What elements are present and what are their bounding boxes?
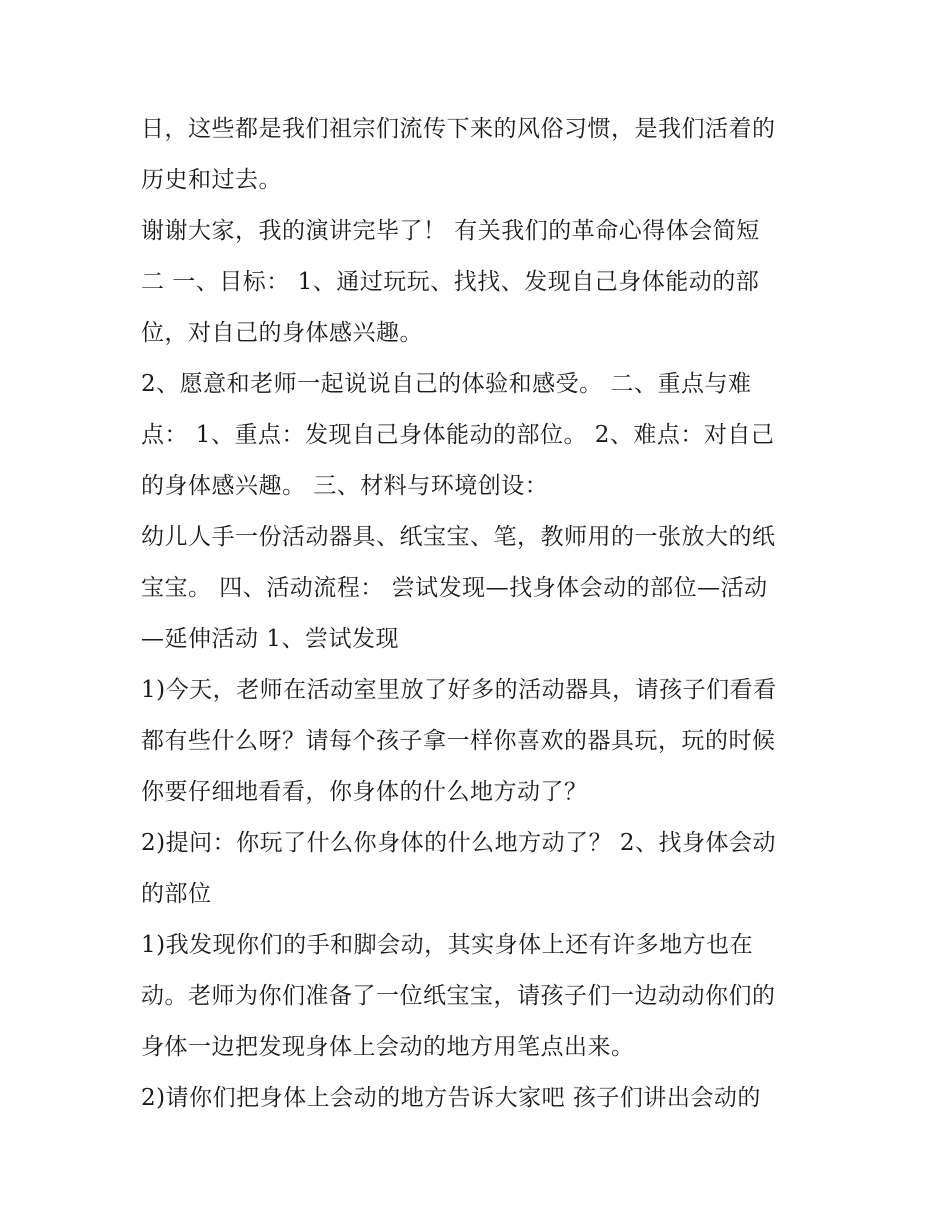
text-line: 2)请你们把身体上会动的地方告诉大家吧 孩子们讲出会动的 <box>141 1085 761 1111</box>
text-line: 谢谢大家，我的演讲完毕了！ 有关我们的革命心得体会简短 <box>141 218 760 244</box>
text-line: 都有些什么呀？请每个孩子拿一样你喜欢的器具玩，玩的时候 <box>141 728 776 754</box>
text-line: 宝宝。 四、活动流程： 尝试发现—找身体会动的部位—活动 <box>141 575 768 601</box>
document-body <box>141 104 821 1124</box>
text-line: 点： 1、重点：发现自己身体能动的部位。 2、难点：对自己 <box>141 422 775 448</box>
text-line: 你要仔细地看看，你身体的什么地方动了？ <box>141 779 588 805</box>
text-line: 身体一边把发现身体上会动的地方用笔点出来。 <box>141 1034 635 1060</box>
text-line: 2、愿意和老师一起说说自己的体验和感受。 二、重点与难 <box>141 371 752 397</box>
text-line: 的部位 <box>141 881 212 907</box>
text-line: 幼儿人手一份活动器具、纸宝宝、笔，教师用的一张放大的纸 <box>141 524 776 550</box>
text-line: 日，这些都是我们祖宗们流传下来的风俗习惯，是我们活着的 <box>141 116 776 142</box>
text-line: 二 一、目标： 1、通过玩玩、找找、发现自己身体能动的部 <box>141 269 760 295</box>
text-line: 的身体感兴趣。 三、材料与环境创设： <box>141 473 549 499</box>
text-line: 1)今天，老师在活动室里放了好多的活动器具，请孩子们看看 <box>141 677 777 703</box>
text-line: 位，对自己的身体感兴趣。 <box>141 320 423 346</box>
text-line: 2)提问：你玩了什么你身体的什么地方动了？ 2、找身体会动 <box>141 830 777 856</box>
text-line: 1)我发现你们的手和脚会动，其实身体上还有许多地方也在 <box>141 932 754 958</box>
text-line: 历史和过去。 <box>141 167 282 193</box>
text-line: 动。老师为你们准备了一位纸宝宝，请孩子们一边动动你们的 <box>141 983 776 1009</box>
text-line: —延伸活动 1、尝试发现 <box>141 626 399 652</box>
